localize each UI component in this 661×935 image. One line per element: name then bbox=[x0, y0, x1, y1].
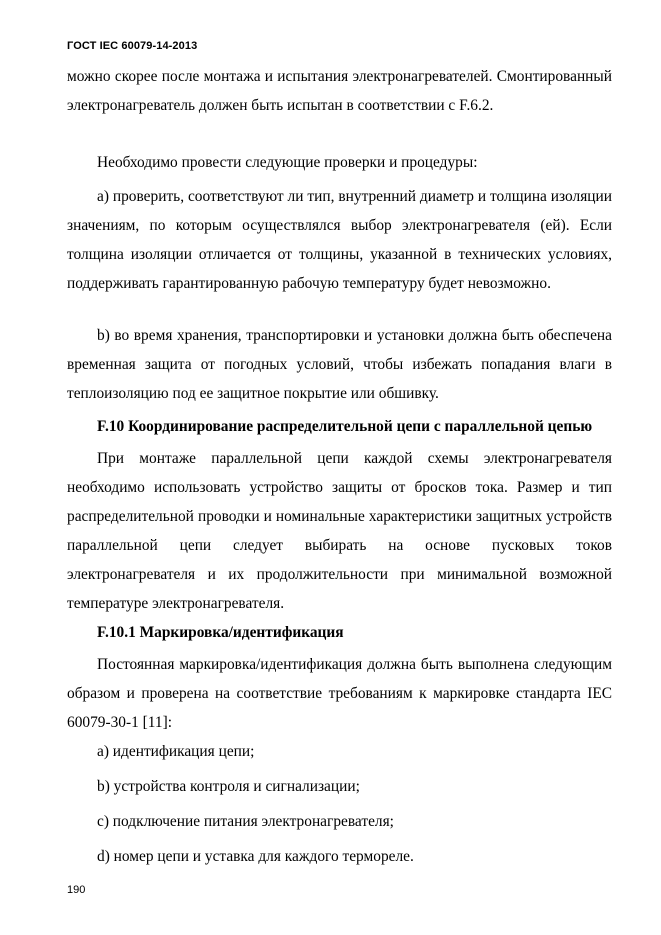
section-title: F.10.1 Маркировка/идентификация bbox=[97, 624, 344, 641]
section-title: F.10 Координирование распределительной цепи с параллельной цепью bbox=[97, 418, 593, 435]
paragraph: Необходимо провести следующие проверки и процедуры: bbox=[97, 154, 478, 171]
paragraph-item-a bbox=[67, 182, 612, 298]
section-heading-f10 bbox=[67, 412, 612, 441]
list-item: d) номер цепи и уставка для каждого термореле. bbox=[97, 848, 414, 865]
marking-list bbox=[67, 737, 612, 871]
paragraph: а) проверить, соответствуют ли тип, внутренний диаметр и толщина изоляции значениям, по которым осуществлялся выбор электронагревателя (ей). Если толщина изоляции отличается от толщины, указанной в технических условиях, поддерживать гарантированную рабочую температуру будет невозможно. bbox=[67, 188, 612, 292]
paragraph-item-b bbox=[67, 321, 612, 408]
paragraph-continuation bbox=[67, 62, 612, 120]
section-heading-f10-1 bbox=[67, 618, 612, 647]
paragraph: Постоянная маркировка/идентификация должна быть выполнена следующим образом и проверена на соответствие требованиям к маркировке стандарта IEC 60079-30-1 [11]: bbox=[67, 656, 612, 731]
list-item: a) идентификация цепи; bbox=[97, 743, 255, 760]
paragraph: b) во время хранения, транспортировки и установки должна быть обеспечена временная защита от погодных условий, чтобы избежать попадания влаги в теплоизоляцию под ее защитное покрытие или обшивку. bbox=[67, 327, 612, 402]
paragraph-checks-intro bbox=[67, 148, 612, 177]
paragraph: можно скорее после монтажа и испытания электронагревателей. Смонтированный электронагреватель должен быть испытан в соответствии с F.6.2. bbox=[67, 68, 612, 114]
list-item: c) подключение питания электронагревателя; bbox=[97, 813, 394, 830]
page-number: 190 bbox=[67, 884, 86, 896]
list-item: b) устройства контроля и сигнализации; bbox=[97, 778, 360, 795]
paragraph-parallel-circuit bbox=[67, 444, 612, 618]
document-header: ГОСТ IEC 60079-14-2013 bbox=[67, 40, 198, 52]
paragraph-marking bbox=[67, 650, 612, 737]
paragraph: При монтаже параллельной цепи каждой схемы электронагревателя необходимо использовать устройство защиты от бросков тока. Размер и тип распределительной проводки и номинальные характеристики защитных устройств параллельной цепи следует выбирать на основе пусковых токов электронагревателя и их продолжительности при минимальной возможной температуре электронагревателя. bbox=[67, 450, 612, 612]
